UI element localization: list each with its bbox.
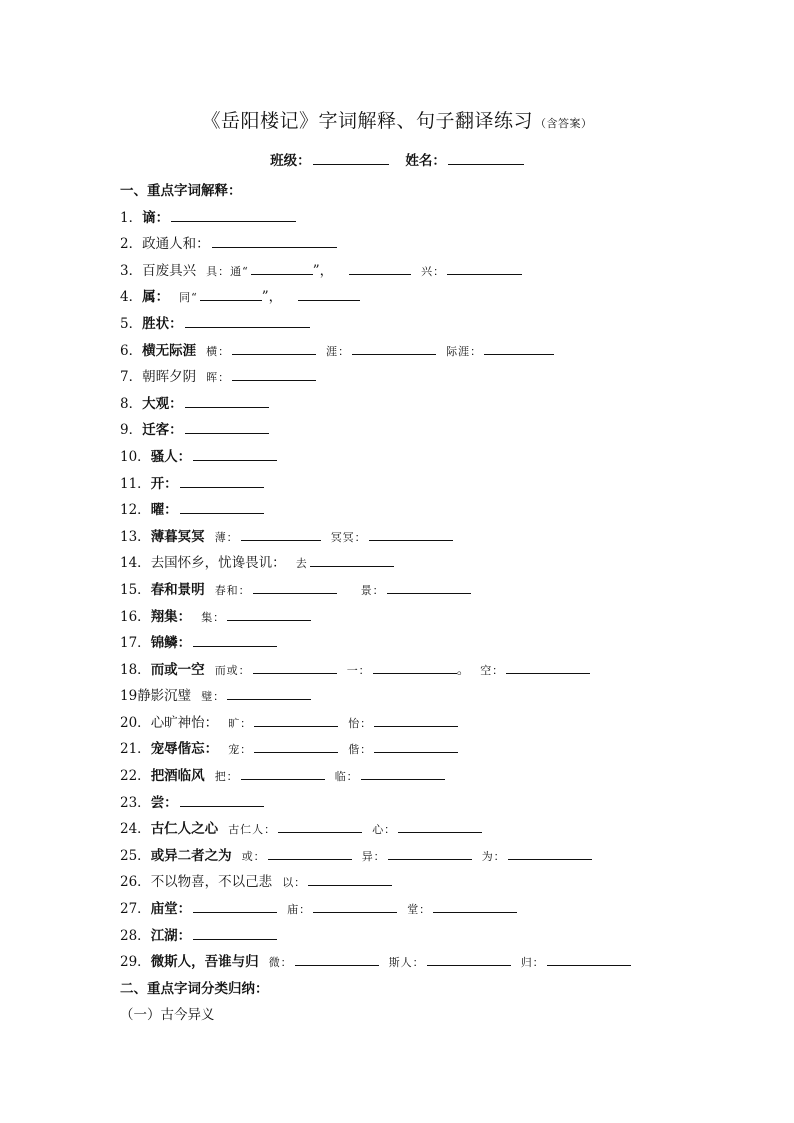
item-number: 6． <box>120 342 143 359</box>
list-item <box>120 284 680 311</box>
section-heading: 一、重点字词解释： <box>120 183 242 199</box>
item-term: 去国怀乡，忧谗畏讥： <box>150 555 286 572</box>
class-name-line <box>0 149 794 169</box>
class-label: 班级： <box>270 153 311 169</box>
answer-blank[interactable] <box>185 314 310 328</box>
item-number: 11． <box>120 475 151 492</box>
item-number: 23． <box>120 794 151 811</box>
answer-blank[interactable] <box>253 580 337 594</box>
sub-label: 集： <box>201 610 226 624</box>
item-term: 开： <box>150 475 178 492</box>
answer-blank[interactable] <box>373 660 457 674</box>
answer-blank[interactable] <box>506 660 590 674</box>
item-term: 薄暮冥冥 <box>150 528 205 545</box>
item-term: 迁客： <box>142 422 183 439</box>
item-number: 12． <box>120 502 151 519</box>
answer-blank[interactable] <box>193 899 277 913</box>
sub-label: 景： <box>360 583 385 597</box>
list-item <box>120 710 680 737</box>
item-term: 春和景明 <box>150 581 205 598</box>
list-item <box>120 896 680 923</box>
item-term: 江湖： <box>150 927 192 944</box>
list-item <box>120 497 680 524</box>
item-term: 微斯人，吾谁与归 <box>150 954 259 971</box>
sub-label: 偕： <box>348 743 373 757</box>
item-term: 而或一空 <box>150 661 205 678</box>
sub-label: 为： <box>481 849 506 863</box>
list-item <box>120 391 680 418</box>
item-number: 4． <box>120 289 143 306</box>
item-term: 古仁人之心 <box>150 821 219 838</box>
sub-label: 同“ <box>179 291 198 305</box>
item-number: 5． <box>120 315 143 332</box>
list-item <box>120 524 680 551</box>
list-item <box>120 205 680 232</box>
item-number: 27． <box>120 901 151 918</box>
list-item <box>120 338 680 365</box>
item-number: 13． <box>120 528 151 545</box>
answer-blank[interactable] <box>433 899 517 913</box>
answer-blank[interactable] <box>310 553 394 567</box>
item-term: 宠辱偕忘： <box>150 741 219 758</box>
list-item <box>120 364 680 391</box>
sub-label: 空： <box>480 663 505 677</box>
item-term: 大观： <box>142 395 183 412</box>
item-number: 25． <box>120 847 151 864</box>
list-item <box>120 444 680 471</box>
answer-blank[interactable] <box>447 261 522 275</box>
exercise-list <box>120 178 680 1029</box>
item-term: 翔集： <box>150 608 192 625</box>
answer-blank[interactable] <box>369 527 453 541</box>
answer-blank[interactable] <box>254 739 338 753</box>
sub-label: 宠： <box>228 743 253 757</box>
item-term: 横无际涯 <box>142 342 197 359</box>
item-term: 骚人： <box>150 448 192 465</box>
answer-blank[interactable] <box>254 713 338 727</box>
sub-label: 庙： <box>287 903 312 917</box>
item-number: 28． <box>120 927 151 944</box>
title-main: 《岳阳楼记》字词解释、句子翻译练习 <box>201 110 533 132</box>
sub-label: 斯人： <box>388 956 425 970</box>
answer-blank[interactable] <box>308 872 392 886</box>
item-number: 2． <box>120 236 143 253</box>
answer-blank[interactable] <box>387 580 471 594</box>
item-number: 17． <box>120 635 151 652</box>
answer-blank[interactable] <box>251 261 313 275</box>
title-note: （含答案） <box>535 117 593 130</box>
subsection-heading: （一）古今异义 <box>120 1007 215 1024</box>
answer-blank[interactable] <box>268 846 352 860</box>
answer-blank[interactable] <box>484 341 554 355</box>
item-term: 胜状： <box>142 315 183 332</box>
answer-blank[interactable] <box>298 287 360 301</box>
answer-blank[interactable] <box>232 341 316 355</box>
answer-blank[interactable] <box>398 819 482 833</box>
sub-label: 堂： <box>407 903 432 917</box>
list-item <box>120 577 680 604</box>
item-number: 20． <box>120 714 151 731</box>
item-term: 锦鳞： <box>150 635 192 652</box>
sub-label: 春和： <box>214 583 251 597</box>
name-label: 姓名： <box>405 153 446 169</box>
sub-label: 晖： <box>206 371 231 385</box>
sub-label: 际涯： <box>446 344 483 358</box>
item-term: 曜： <box>150 502 178 519</box>
list-item <box>120 231 680 258</box>
answer-blank[interactable] <box>374 739 458 753</box>
item-term: 不以物喜，不以己悲 <box>150 874 273 891</box>
list-item <box>120 657 680 684</box>
answer-blank[interactable] <box>180 793 264 807</box>
item-number: 10． <box>120 448 151 465</box>
answer-blank[interactable] <box>253 660 337 674</box>
answer-blank[interactable] <box>200 287 262 301</box>
item-number: 21． <box>120 741 151 758</box>
answer-blank[interactable] <box>241 766 325 780</box>
sub-label: 以： <box>282 876 307 890</box>
sub-label: 心： <box>372 823 397 837</box>
answer-blank[interactable] <box>180 500 264 514</box>
answer-blank[interactable] <box>193 633 277 647</box>
list-item <box>120 683 680 710</box>
sub-label: 而或： <box>214 663 251 677</box>
answer-blank[interactable] <box>193 926 277 940</box>
item-number: 29． <box>120 954 151 971</box>
sub-label: 旷： <box>228 716 253 730</box>
answer-blank[interactable] <box>349 261 411 275</box>
page-title <box>0 106 794 133</box>
list-item <box>120 949 680 976</box>
class-blank[interactable] <box>313 152 389 165</box>
sub-label: 把： <box>214 770 239 784</box>
item-term: 朝晖夕阴 <box>142 369 197 386</box>
answer-blank[interactable] <box>171 208 296 222</box>
sub-label: 冥冥： <box>330 530 367 544</box>
list-item <box>120 763 680 790</box>
answer-blank[interactable] <box>227 607 311 621</box>
item-term: 尝： <box>150 794 178 811</box>
item-term: 或异二者之为 <box>150 847 232 864</box>
item-term: 静影沉璧 <box>137 688 192 705</box>
list-item <box>120 869 680 896</box>
answer-blank[interactable] <box>352 341 436 355</box>
list-item <box>120 604 680 631</box>
item-number: 22． <box>120 768 151 785</box>
item-number: 9． <box>120 422 143 439</box>
sub-label: 横： <box>206 344 231 358</box>
sub-label: 薄： <box>214 530 239 544</box>
sub-label: 怡： <box>348 716 373 730</box>
answer-blank[interactable] <box>180 474 264 488</box>
sub-label: 兴： <box>421 264 446 278</box>
answer-blank[interactable] <box>361 766 445 780</box>
sub-label: 临： <box>334 770 359 784</box>
list-item <box>120 258 680 285</box>
list-item <box>120 816 680 843</box>
item-term: 属： <box>142 289 170 306</box>
sub-label: 去 <box>295 557 308 571</box>
list-item <box>120 471 680 498</box>
sub-label: 涯： <box>326 344 351 358</box>
answer-blank[interactable] <box>185 420 269 434</box>
sub-label: ”， <box>312 262 334 279</box>
item-number: 16． <box>120 608 151 625</box>
sub-label: 异： <box>361 849 386 863</box>
item-number: 14． <box>120 555 151 572</box>
list-item <box>120 550 680 577</box>
answer-blank[interactable] <box>547 952 631 966</box>
answer-blank[interactable] <box>193 447 277 461</box>
answer-blank[interactable] <box>508 846 592 860</box>
answer-blank[interactable] <box>295 952 379 966</box>
list-item <box>120 790 680 817</box>
item-term: 政通人和： <box>142 236 210 253</box>
list-item <box>120 923 680 950</box>
item-term: 把酒临风 <box>150 768 205 785</box>
item-number: 18． <box>120 661 151 678</box>
answer-blank[interactable] <box>374 713 458 727</box>
list-item <box>120 311 680 338</box>
list-item <box>120 630 680 657</box>
item-number: 3． <box>120 262 143 279</box>
sub-label: 或： <box>241 849 266 863</box>
sub-label: 微： <box>268 956 293 970</box>
answer-blank[interactable] <box>185 394 269 408</box>
answer-blank[interactable] <box>388 846 472 860</box>
list-item <box>120 417 680 444</box>
list-item <box>120 736 680 763</box>
item-term: 谪： <box>142 209 170 226</box>
item-number: 19 <box>120 688 138 705</box>
section-heading: 二、重点字词分类归纳： <box>120 980 269 997</box>
item-number: 26． <box>120 874 151 891</box>
answer-blank[interactable] <box>427 952 511 966</box>
answer-blank[interactable] <box>212 234 337 248</box>
answer-blank[interactable] <box>278 819 362 833</box>
item-term: 庙堂： <box>150 901 192 918</box>
item-term: 百废具兴 <box>142 262 197 279</box>
answer-blank[interactable] <box>227 686 311 700</box>
answer-blank[interactable] <box>232 367 316 381</box>
item-number: 1． <box>120 209 143 226</box>
item-number: 8． <box>120 395 143 412</box>
item-number: 7． <box>120 369 143 386</box>
sub-label: 古仁人： <box>228 823 277 837</box>
list-item <box>120 843 680 870</box>
sub-label: ”， <box>261 289 283 306</box>
item-number: 15． <box>120 581 151 598</box>
answer-blank[interactable] <box>241 527 321 541</box>
sub-label: 具：通“ <box>206 264 249 278</box>
sub-label: 归： <box>520 956 545 970</box>
item-term: 心旷神怡： <box>150 714 219 731</box>
sub-label: 。 <box>456 661 471 678</box>
item-number: 24． <box>120 821 151 838</box>
answer-blank[interactable] <box>313 899 397 913</box>
sub-label: 一： <box>346 663 371 677</box>
name-blank[interactable] <box>448 152 524 165</box>
sub-label: 璧： <box>201 690 226 704</box>
